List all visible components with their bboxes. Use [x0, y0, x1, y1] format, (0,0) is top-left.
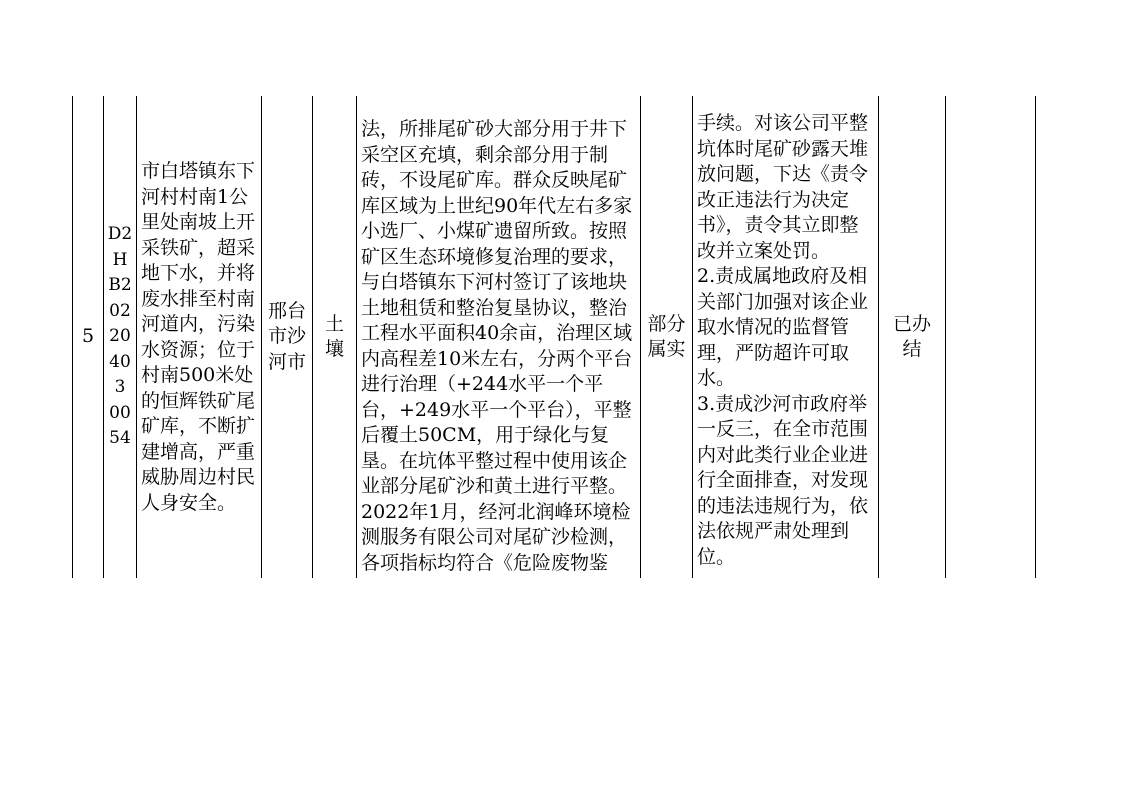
complaint-cell [137, 96, 261, 578]
measures-text [697, 111, 876, 570]
case-code-cell [104, 96, 136, 578]
table-fragment [72, 96, 1036, 578]
pollution-type: 土壤 [324, 312, 344, 360]
status-text: 已办结 [892, 312, 931, 360]
row-number-cell [73, 96, 103, 578]
row-number: 5 [81, 325, 95, 348]
findings-cell [357, 96, 640, 578]
status-cell [879, 96, 945, 578]
case-code: D2HB20220403 0054 [107, 224, 133, 449]
verdict-text: 部分属实 [647, 312, 686, 360]
complaint-text: 市白塔镇东下河村村南1公里处南坡上开采铁矿，超采地下水，并将废水排至村南河道内，污染水资源；位于村南500米处的恒辉铁矿尾矿库，不断扩建增高，严重威胁周边村民人身安全。 [141, 160, 256, 514]
findings-text: 法，所排尾矿砂大部分用于井下采空区充填，剩余部分用于制砖，不设尾矿库。群众反映尾矿库区域为上世纪90年代左右多家小选厂、小煤矿遗留所致。按照矿区生态环境修复治理的要求，与白塔镇东下河村签订了该地块土地租赁和整治复垦协议，整治工程水平面积40余亩，治理区域内高程差10米左右，分两个平台进行治理（+244水平一个平台，+249水平一个平台），平整后覆土50CM，用于绿化与复垦。在坑体平整过程中使用该企业部分尾矿沙和黄土进行平整。2022年1月，经河北润峰环境检测服务有限公司对尾矿沙检测，各项指标均符合《危险废物鉴 [361, 118, 633, 574]
measures-intro: 手续。对该公司平整坑体时尾矿砂露天堆放问题，下达《责令改正违法行为决定书》，责令其立即整改并立案处罚。 [697, 112, 869, 262]
category-cell [313, 96, 356, 578]
column-border [1035, 96, 1036, 578]
measures-item-2: 2.责成属地政府及相关部门加强对该企业取水情况的监督管理，严防超许可取水。 [697, 265, 869, 389]
remark-cell [946, 96, 1035, 578]
measures-cell [693, 96, 878, 578]
measures-item-3: 3.责成沙河市政府举一反三，在全市范围内对此类行业企业进行全面排查，对发现的违法违规行为，依法依规严肃处理到位。 [697, 392, 869, 568]
verdict-cell [641, 96, 692, 578]
region-name: 邢台市沙河市 [267, 299, 306, 373]
region-cell [262, 96, 312, 578]
